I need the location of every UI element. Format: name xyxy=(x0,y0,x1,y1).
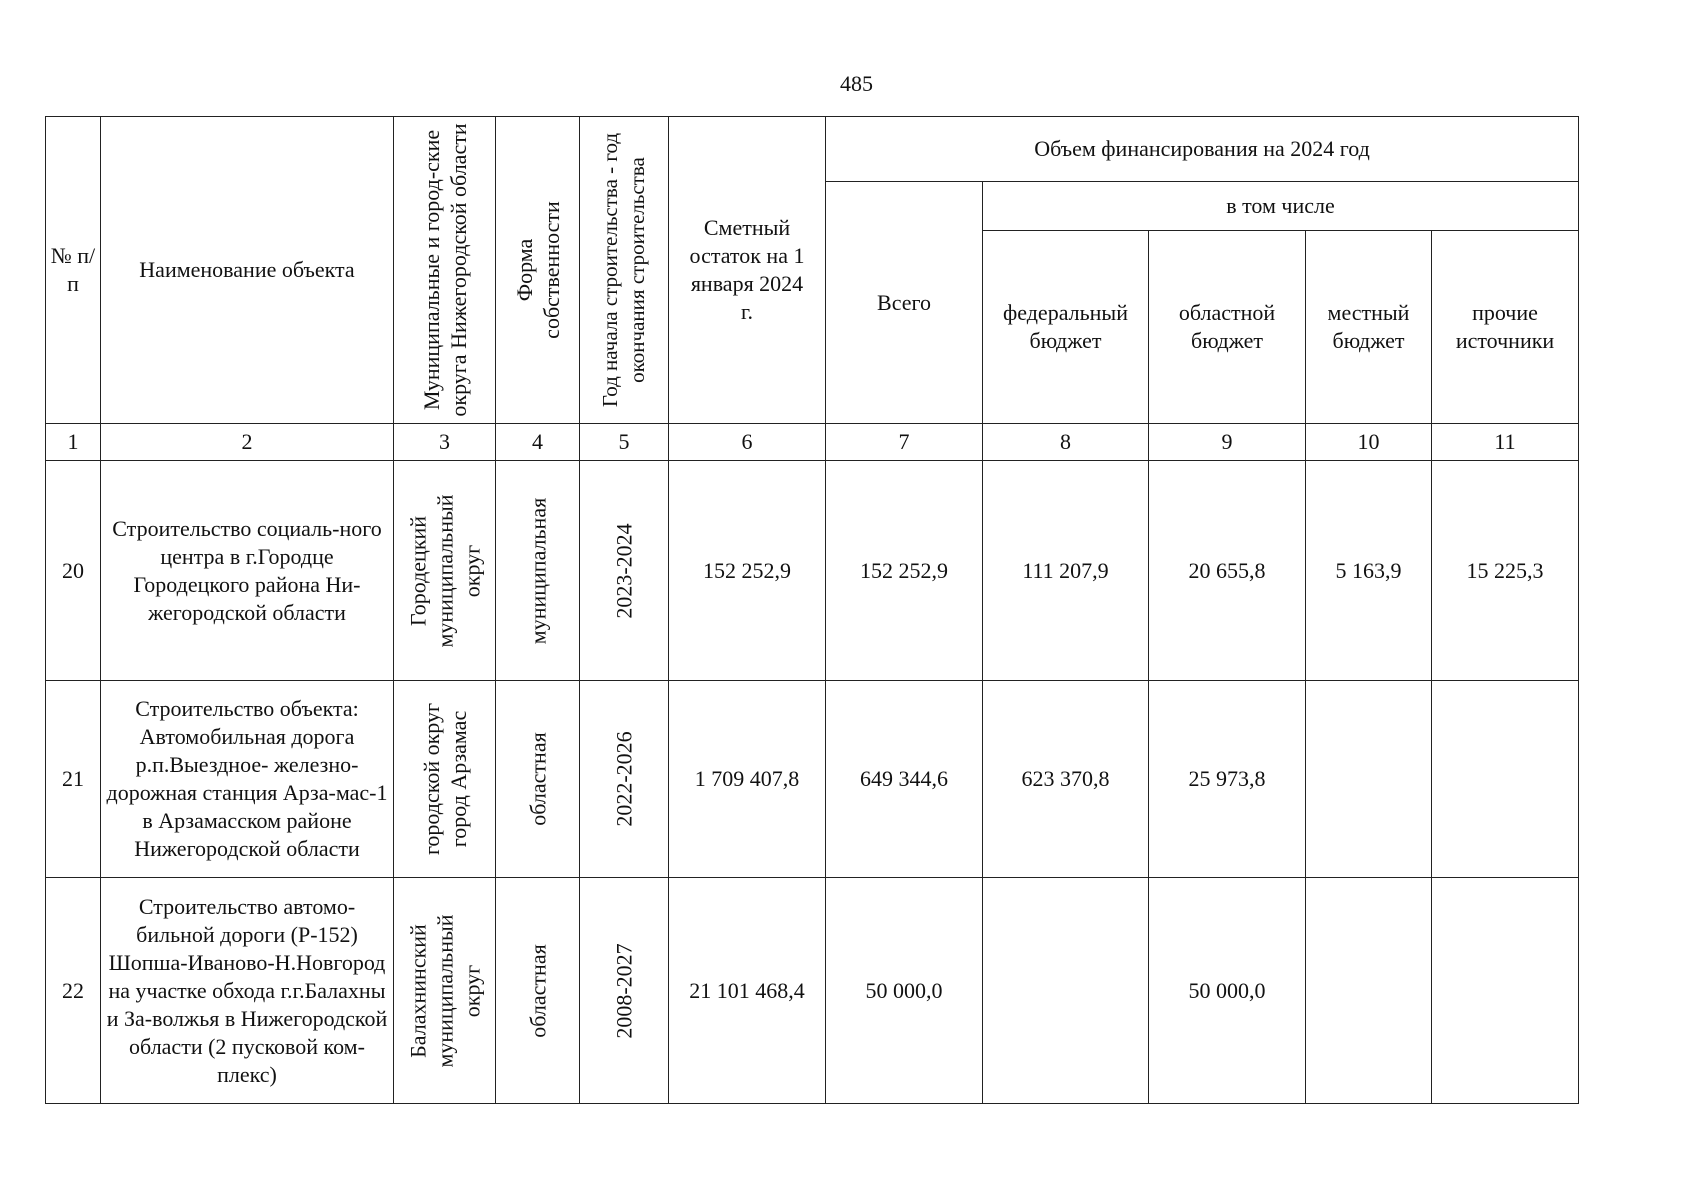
financing-table xyxy=(45,116,1579,1104)
object-name: Строительство объекта: Автомобильная дорога р.п.Выездное- железно-дорожная станция Арза-мас-1 в Арзамасском районе Нижегородской области xyxy=(101,681,394,878)
header-municipality: Муниципальные и город-ские округа Нижегородской области xyxy=(394,117,496,424)
total-cell: 649 344,6 xyxy=(826,681,983,878)
header-local: местный бюджет xyxy=(1306,231,1432,424)
federal-cell: 623 370,8 xyxy=(983,681,1149,878)
estimate-cell: 21 101 468,4 xyxy=(669,878,826,1104)
header-total: Всего xyxy=(826,182,983,424)
ownership-cell: областная xyxy=(496,878,580,1104)
regional-cell: 50 000,0 xyxy=(1149,878,1306,1104)
years-cell: 2008-2027 xyxy=(580,878,669,1104)
local-cell xyxy=(1306,878,1432,1104)
federal-cell: 111 207,9 xyxy=(983,461,1149,681)
header-federal: федеральный бюджет xyxy=(983,231,1149,424)
regional-cell: 25 973,8 xyxy=(1149,681,1306,878)
column-number: 11 xyxy=(1432,424,1579,461)
column-number: 6 xyxy=(669,424,826,461)
estimate-cell: 1 709 407,8 xyxy=(669,681,826,878)
header-row-1 xyxy=(46,117,1579,182)
other-cell xyxy=(1432,681,1579,878)
column-number: 8 xyxy=(983,424,1149,461)
local-cell: 5 163,9 xyxy=(1306,461,1432,681)
header-regional: областной бюджет xyxy=(1149,231,1306,424)
other-cell: 15 225,3 xyxy=(1432,461,1579,681)
local-cell xyxy=(1306,681,1432,878)
header-ownership: Форма собственности xyxy=(496,117,580,424)
table-row xyxy=(46,461,1579,681)
municipality-cell: Балахнинский муниципальный округ xyxy=(394,878,496,1104)
page-number: 485 xyxy=(840,71,873,96)
other-cell xyxy=(1432,878,1579,1104)
regional-cell: 20 655,8 xyxy=(1149,461,1306,681)
column-number-row xyxy=(46,424,1579,461)
ownership-cell: областная xyxy=(496,681,580,878)
row-no: 21 xyxy=(46,681,101,878)
row-no: 20 xyxy=(46,461,101,681)
years-cell: 2022-2026 xyxy=(580,681,669,878)
estimate-cell: 152 252,9 xyxy=(669,461,826,681)
municipality-cell: городской округ город Арзамас xyxy=(394,681,496,878)
total-cell: 152 252,9 xyxy=(826,461,983,681)
column-number: 3 xyxy=(394,424,496,461)
header-funding: Объем финансирования на 2024 год xyxy=(826,117,1579,182)
header-including: в том числе xyxy=(983,182,1579,231)
object-name: Строительство социаль-ного центра в г.Городце Городецкого района Ни-жегородской области xyxy=(101,461,394,681)
federal-cell xyxy=(983,878,1149,1104)
ownership-cell: муниципальная xyxy=(496,461,580,681)
header-no: № п/п xyxy=(46,117,101,424)
object-name: Строительство автомо-бильной дороги (Р-152) Шопша-Иваново-Н.Новгород на участке обхода г.г.Балахны и За-волжья в Нижегородской области (2 пусковой ком-плекс) xyxy=(101,878,394,1104)
column-number: 1 xyxy=(46,424,101,461)
header-years: Год начала строительства - год окончания строительства xyxy=(580,117,669,424)
table-row xyxy=(46,878,1579,1104)
total-cell: 50 000,0 xyxy=(826,878,983,1104)
column-number: 7 xyxy=(826,424,983,461)
column-number: 5 xyxy=(580,424,669,461)
header-other: прочие источники xyxy=(1432,231,1579,424)
header-estimate: Сметный остаток на 1 января 2024 г. xyxy=(669,117,826,424)
column-number: 9 xyxy=(1149,424,1306,461)
column-number: 10 xyxy=(1306,424,1432,461)
column-number: 4 xyxy=(496,424,580,461)
municipality-cell: Городецкий муниципальный округ xyxy=(394,461,496,681)
header-name: Наименование объекта xyxy=(101,117,394,424)
column-number: 2 xyxy=(101,424,394,461)
row-no: 22 xyxy=(46,878,101,1104)
table-row xyxy=(46,681,1579,878)
years-cell: 2023-2024 xyxy=(580,461,669,681)
